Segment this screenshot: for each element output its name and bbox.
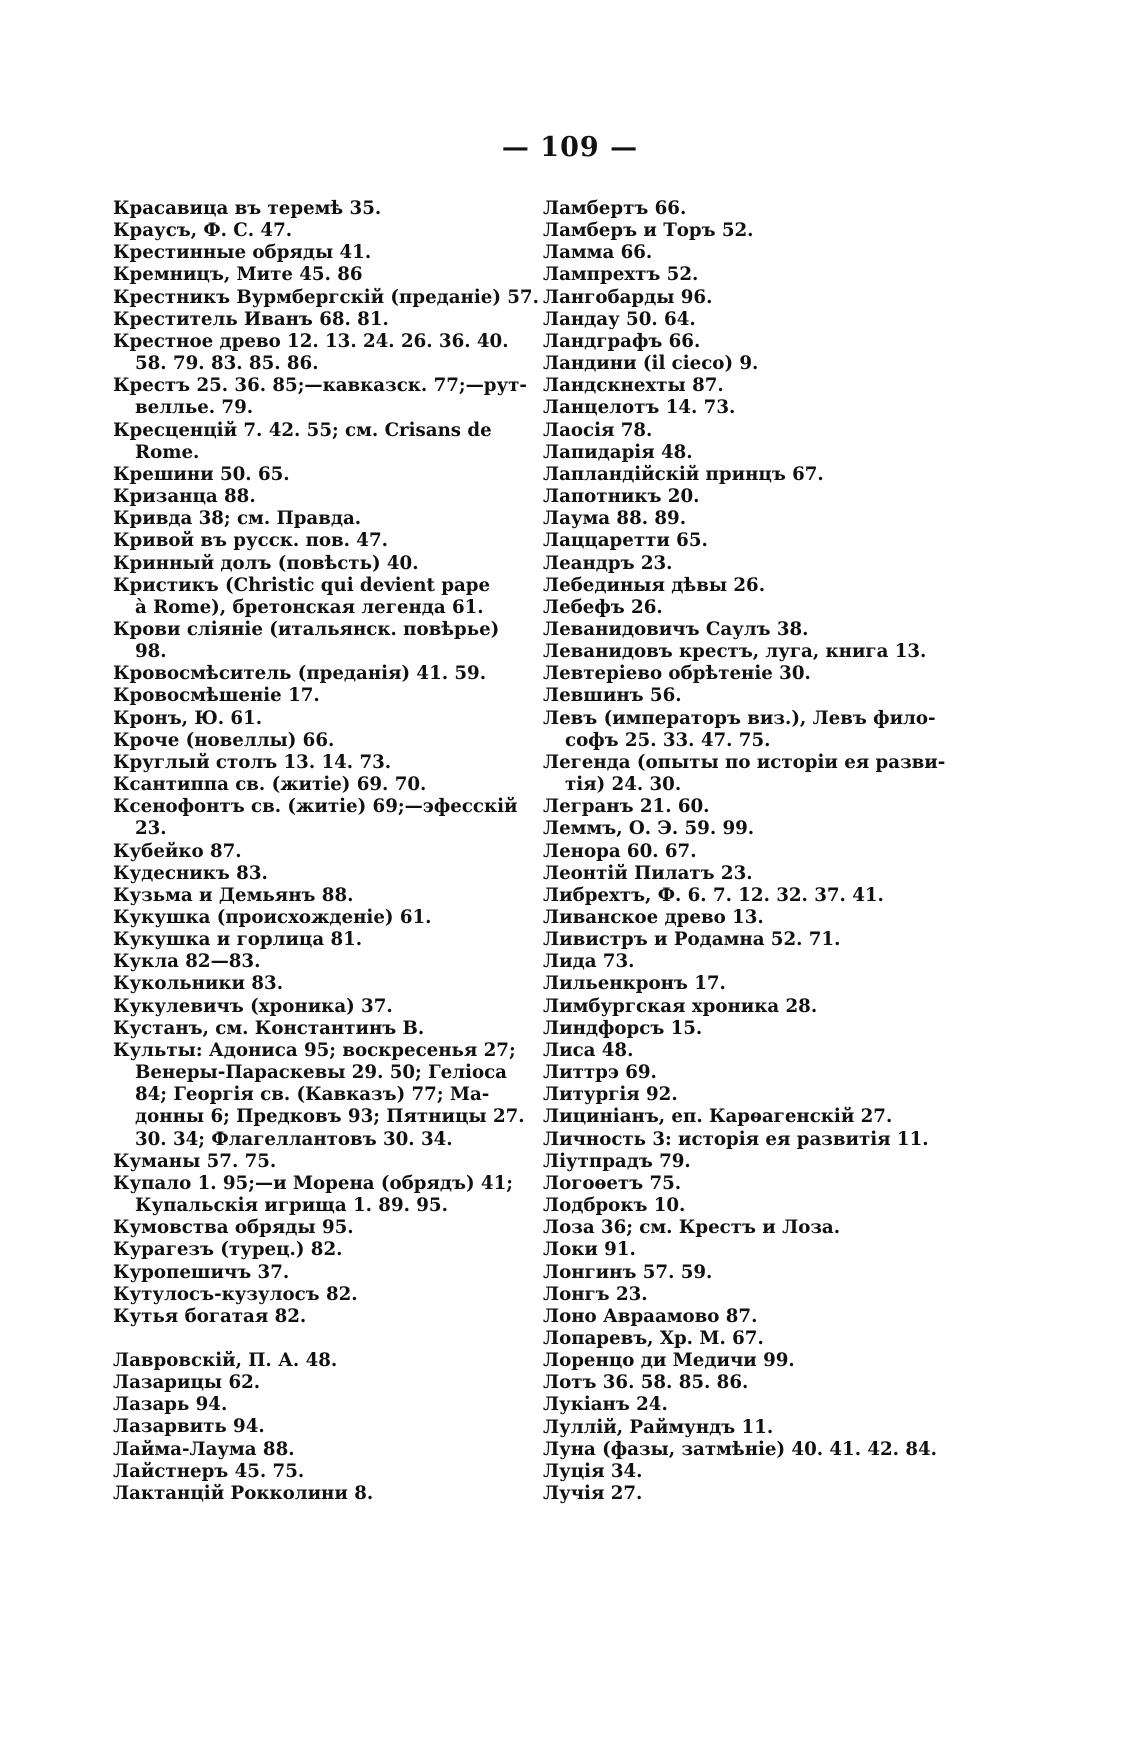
index-entry xyxy=(113,1284,513,1306)
index-entry-text: Кукушка и горлица 81. xyxy=(113,929,363,951)
index-entry-continuation: à Rome), бретонская легенда 61. xyxy=(135,596,484,618)
index-entry xyxy=(543,1262,953,1284)
index-entry xyxy=(113,1173,513,1217)
index-entry-text: Лампрехтъ 52. xyxy=(543,264,699,286)
index-entry-text: Кривда 38; см. Правда. xyxy=(113,508,362,530)
index-entry-text: Лоно Авраамово 87. xyxy=(543,1305,758,1327)
index-entry-text: Леванидовичъ Саулъ 38. xyxy=(543,618,809,640)
index-entry-text: Ламбертъ 66. xyxy=(543,198,687,219)
index-entry xyxy=(543,951,953,973)
index-entry-text: Лукіанъ 24. xyxy=(543,1394,668,1416)
index-entry xyxy=(113,1439,513,1461)
index-entry xyxy=(113,863,513,885)
index-entry-continuation: веллье. 79. xyxy=(135,397,254,419)
index-entry xyxy=(543,663,953,685)
index-entry xyxy=(113,331,513,375)
index-entry xyxy=(543,309,953,331)
index-entry-text: Кронъ, Ю. 61. xyxy=(113,707,263,729)
index-entry-text: Леванидовъ крестъ, луга, книга 13. xyxy=(543,641,927,663)
index-entry xyxy=(113,1350,513,1372)
index-entry-text: Легенда (опыты по исторіи ея разви- xyxy=(543,751,946,773)
index-entry xyxy=(543,420,953,442)
index-entry xyxy=(113,508,513,530)
index-entry-text: Левтеріево обрѣтеніе 30. xyxy=(543,663,811,685)
index-entry xyxy=(543,1239,953,1261)
index-entry xyxy=(543,486,953,508)
index-entry-text: Кубейко 87. xyxy=(113,840,242,862)
index-entry-text: Леммъ, О. Э. 59. 99. xyxy=(543,818,755,840)
index-entry-text: Купало 1. 95;—и Морена (обрядъ) 41; xyxy=(113,1172,513,1194)
index-entry xyxy=(543,530,953,552)
index-entry-text: Левшинъ 56. xyxy=(543,685,682,707)
index-entry-text: Кризанца 88. xyxy=(113,486,256,508)
index-entry-text: Кустанъ, см. Константинъ В. xyxy=(113,1017,425,1039)
index-entry xyxy=(113,1217,513,1239)
index-entry-text: Луція 34. xyxy=(543,1460,643,1482)
index-entry-text: Лазарь 94. xyxy=(113,1394,228,1416)
index-entry-continuation: донны 6; Предковъ 93; Пятницы 27. xyxy=(135,1106,525,1128)
index-entry xyxy=(113,663,513,685)
index-entry xyxy=(543,929,953,951)
index-entry xyxy=(543,1461,953,1483)
index-entry xyxy=(113,929,513,951)
index-entry xyxy=(543,863,953,885)
index-entry xyxy=(543,1040,953,1062)
index-entry-text: Лимбургская хроника 28. xyxy=(543,995,818,1017)
index-entry-text: Лида 73. xyxy=(543,951,635,973)
index-entry xyxy=(543,1439,953,1461)
index-entry xyxy=(543,553,953,575)
index-entry xyxy=(543,242,953,264)
index-entry-text: Кукулевичъ (хроника) 37. xyxy=(113,995,393,1017)
index-entry xyxy=(543,1129,953,1151)
index-entry-text: Лаосія 78. xyxy=(543,419,653,441)
index-entry-text: Круглый столъ 13. 14. 73. xyxy=(113,751,392,773)
index-entry xyxy=(543,220,953,242)
index-entry-continuation: 84; Георгія св. (Кавказъ) 77; Ма- xyxy=(135,1084,490,1106)
index-entry-text: Кривой въ русск. пов. 47. xyxy=(113,530,388,552)
index-entry-text: Луна (фазы, затмѣніе) 40. 41. 42. 84. xyxy=(543,1438,937,1460)
index-entry-continuation: 23. xyxy=(135,818,167,840)
index-entry xyxy=(543,1084,953,1106)
index-entry-text: Лодброкъ 10. xyxy=(543,1195,686,1217)
index-entry xyxy=(543,1328,953,1350)
index-entry-text: Ландграфъ 66. xyxy=(543,330,701,352)
index-entry-text: Лазарицы 62. xyxy=(113,1372,261,1394)
index-entry xyxy=(543,1372,953,1394)
index-entry-text: Крестъ 25. 36. 85;—кавказск. 77;—рут- xyxy=(113,375,527,397)
index-entry xyxy=(543,1195,953,1217)
index-entry xyxy=(113,242,513,264)
index-entry-text: Лактанцій Рокколини 8. xyxy=(113,1482,374,1504)
index-entry xyxy=(543,1417,953,1439)
index-entry-continuation: 98. xyxy=(135,641,167,663)
index-entry-text: Кузьма и Демьянъ 88. xyxy=(113,884,354,906)
index-entry xyxy=(543,1306,953,1328)
index-entry-text: Литтрэ 69. xyxy=(543,1062,657,1084)
index-entry-text: Красавица въ теремѣ 35. xyxy=(113,198,382,219)
index-entry-text: Курагезъ (турец.) 82. xyxy=(113,1239,343,1261)
index-entry-continuation: Купальскія игрища 1. 89. 95. xyxy=(135,1195,448,1217)
index-entry-text: Лопаревъ, Хр. М. 67. xyxy=(543,1327,764,1349)
index-entry-text: Крестное древо 12. 13. 24. 26. 36. 40. xyxy=(113,330,509,352)
index-entry xyxy=(113,1239,513,1261)
index-entry-text: Леандръ 23. xyxy=(543,552,673,574)
index-entry-text: Литургія 92. xyxy=(543,1084,678,1106)
index-entry-text: Кутья богатая 82. xyxy=(113,1305,307,1327)
index-entry-text: Лапотникъ 20. xyxy=(543,486,700,508)
index-entry-text: Либрехтъ, Ф. 6. 7. 12. 32. 37. 41. xyxy=(543,884,884,906)
index-entry-text: Лициніанъ, еп. Карѳагенскій 27. xyxy=(543,1106,893,1128)
index-entry xyxy=(543,1062,953,1084)
index-entry xyxy=(113,708,513,730)
index-entry-text: Лебефъ 26. xyxy=(543,596,663,618)
index-entry-text: Ліутпрадъ 79. xyxy=(543,1150,691,1172)
index-entry xyxy=(543,597,953,619)
index-entry-text: Лаццаретти 65. xyxy=(543,530,708,552)
index-entry-text: Лапландійскій принцъ 67. xyxy=(543,463,824,485)
index-entry-text: Ландау 50. 64. xyxy=(543,308,696,330)
index-entry-text: Ламма 66. xyxy=(543,242,653,264)
index-entry xyxy=(543,442,953,464)
index-entry xyxy=(543,841,953,863)
index-entry-text: Легранъ 21. 60. xyxy=(543,796,710,818)
index-entry-text: Кукольники 83. xyxy=(113,973,284,995)
index-entry xyxy=(113,1416,513,1438)
index-entry-text: Личность 3: исторія ея развитія 11. xyxy=(543,1128,929,1150)
index-entry-text: Крови сліяніе (итальянск. повѣрье) xyxy=(113,618,500,640)
index-entry-text: Лавровскій, П. А. 48. xyxy=(113,1349,338,1371)
index-entry xyxy=(543,1483,953,1505)
index-entry-text: Лучія 27. xyxy=(543,1483,643,1505)
index-entry-text: Лонгинъ 57. 59. xyxy=(543,1261,713,1283)
index-entry-text: Локи 91. xyxy=(543,1239,636,1261)
index-entry xyxy=(113,796,518,840)
index-entry-text: Ланцелотъ 14. 73. xyxy=(543,397,736,419)
index-entry-text: Линдфорсъ 15. xyxy=(543,1017,703,1039)
index-entry-text: Лебединыя дѣвы 26. xyxy=(543,574,766,596)
index-entry-text: Лазарвить 94. xyxy=(113,1416,265,1438)
index-entry xyxy=(113,264,513,286)
index-entry xyxy=(543,818,953,840)
index-entry xyxy=(543,1350,953,1372)
index-entry-continuation: 58. 79. 83. 85. 86. xyxy=(135,353,319,375)
index-entry-text: Кудесникъ 83. xyxy=(113,862,268,884)
index-entry-text: Лонгъ 23. xyxy=(543,1283,648,1305)
index-entry xyxy=(113,375,527,419)
index-entry xyxy=(113,1306,513,1328)
index-entry-continuation: Rome. xyxy=(135,441,200,463)
index-entry-text: Ландини (il cieco) 9. xyxy=(543,353,759,375)
index-entry xyxy=(113,309,513,331)
index-entry xyxy=(543,287,953,309)
index-entry-text: Лоренцо ди Медичи 99. xyxy=(543,1350,795,1372)
index-entry-text: Кукушка (происхожденіе) 61. xyxy=(113,907,432,928)
index-entry xyxy=(543,708,953,752)
index-entry xyxy=(543,885,953,907)
index-entry xyxy=(113,951,513,973)
index-entry xyxy=(113,1262,513,1284)
index-entry xyxy=(113,752,513,774)
index-entry xyxy=(543,331,953,353)
index-entry xyxy=(113,907,513,929)
index-entry xyxy=(543,464,953,486)
index-entry xyxy=(543,375,953,397)
index-entry xyxy=(543,1106,953,1128)
index-entry-text: Ливанское древо 13. xyxy=(543,907,764,928)
index-entry-text: Лоза 36; см. Крестъ и Лоза. xyxy=(543,1217,841,1239)
index-entry xyxy=(113,774,513,796)
index-entry xyxy=(113,685,513,707)
index-entry-text: Ливистръ и Родамна 52. 71. xyxy=(543,929,841,951)
index-entry xyxy=(543,619,953,641)
index-entry xyxy=(543,1018,953,1040)
index-entry-text: Куропешичъ 37. xyxy=(113,1261,290,1283)
index-entry-text: Ламберъ и Торъ 52. xyxy=(543,220,754,242)
index-entry-text: Кровосмѣситель (преданія) 41. 59. xyxy=(113,663,487,685)
index-entry-text: Кумовства обряды 95. xyxy=(113,1217,354,1239)
index-entry-text: Лильенкронъ 17. xyxy=(543,973,726,995)
letter-section-gap xyxy=(113,1328,513,1350)
index-entry xyxy=(543,796,953,818)
index-entry xyxy=(113,1039,525,1151)
index-entry-text: Куманы 57. 75. xyxy=(113,1150,277,1172)
index-entry xyxy=(543,575,953,597)
index-entry-text: Крестникъ Вурмбергскій (преданіе) 57. xyxy=(113,286,539,308)
index-entry xyxy=(113,973,513,995)
index-entry-text: Кресценцій 7. 42. 55; см. Crisans de xyxy=(113,419,492,441)
index-entry-text: Ксенофонтъ св. (житіе) 69;—эфесскій xyxy=(113,796,518,818)
index-entry-text: Лотъ 36. 58. 85. 86. xyxy=(543,1372,749,1394)
index-entry xyxy=(543,641,953,663)
index-entry xyxy=(113,464,513,486)
index-entry xyxy=(113,841,513,863)
index-entry xyxy=(113,553,513,575)
index-entry-continuation: тія) 24. 30. xyxy=(565,774,682,796)
index-entry-text: Краусъ, Ф. С. 47. xyxy=(113,220,293,242)
index-entry-text: Левъ (императоръ виз.), Левъ фило- xyxy=(543,707,936,729)
index-entry xyxy=(543,508,953,530)
index-entry xyxy=(543,973,953,995)
index-entry xyxy=(543,1173,953,1195)
index-entry xyxy=(113,420,513,464)
index-column-left xyxy=(113,198,539,1505)
index-entry xyxy=(113,885,513,907)
index-entry-text: Лайстнеръ 45. 75. xyxy=(113,1460,305,1482)
index-entry xyxy=(113,1018,513,1040)
index-entry xyxy=(543,264,953,286)
index-entry xyxy=(113,619,513,663)
index-entry xyxy=(113,286,539,309)
index-entry xyxy=(543,752,953,796)
index-entry xyxy=(113,1372,513,1394)
index-entry-continuation: Венеры-Параскевы 29. 50; Геліоса xyxy=(135,1062,507,1084)
index-entry xyxy=(543,1151,953,1173)
index-entry-text: Креститель Иванъ 68. 81. xyxy=(113,308,389,330)
index-entry-text: Кринный долъ (повѣсть) 40. xyxy=(113,552,419,574)
index-entry xyxy=(543,198,953,220)
index-entry xyxy=(113,996,513,1018)
index-entry-text: Лиса 48. xyxy=(543,1039,634,1061)
index-entry-text: Крестинные обряды 41. xyxy=(113,242,372,264)
index-entry-text: Логоѳетъ 75. xyxy=(543,1172,682,1194)
index-entry-text: Кровосмѣшеніе 17. xyxy=(113,685,320,707)
index-entry-text: Ландскнехты 87. xyxy=(543,375,724,397)
index-entry-text: Лаума 88. 89. xyxy=(543,508,687,530)
index-entry xyxy=(113,1151,513,1173)
index-entry-text: Крешини 50. 65. xyxy=(113,463,290,485)
index-entry xyxy=(543,685,953,707)
index-entry xyxy=(113,575,513,619)
index-entry xyxy=(543,353,953,375)
index-entry xyxy=(113,486,513,508)
index-entry xyxy=(113,1483,513,1505)
index-entry xyxy=(543,996,953,1018)
index-entry-text: Ксантиппа св. (житіе) 69. 70. xyxy=(113,774,427,796)
index-entry-continuation: 30. 34; Флагеллантовъ 30. 34. xyxy=(135,1128,453,1150)
index-entry xyxy=(543,1394,953,1416)
index-entry xyxy=(543,1284,953,1306)
index-entry xyxy=(113,730,513,752)
index-entry-text: Культы: Адониса 95; воскресенья 27; xyxy=(113,1039,516,1061)
index-entry xyxy=(113,1394,513,1416)
index-entry-text: Кремницъ, Мите 45. 86 xyxy=(113,264,363,286)
index-entry xyxy=(113,220,513,242)
index-entry-text: Лапидарія 48. xyxy=(543,441,693,463)
index-entry-text: Ленора 60. 67. xyxy=(543,840,697,862)
index-entry-text: Кукла 82—83. xyxy=(113,951,261,973)
index-entry xyxy=(543,907,953,929)
index-entry-text: Лайма-Лаума 88. xyxy=(113,1438,295,1460)
index-entry-text: Луллій, Раймундъ 11. xyxy=(543,1416,774,1438)
index-entry-continuation: софъ 25. 33. 47. 75. xyxy=(565,729,771,751)
page-number: — 109 — xyxy=(501,132,639,163)
index-column-right xyxy=(543,198,953,1505)
index-entry-text: Кристикъ (Christic qui devient pape xyxy=(113,574,491,596)
index-entry-text: Леонтій Пилатъ 23. xyxy=(543,862,753,884)
index-entry-text: Кутулосъ-кузулосъ 82. xyxy=(113,1283,358,1305)
index-entry xyxy=(113,530,513,552)
index-entry-text: Лангобарды 96. xyxy=(543,286,713,308)
index-entry xyxy=(113,1461,513,1483)
index-entry-text: Кроче (новеллы) 66. xyxy=(113,729,335,751)
index-entry xyxy=(543,397,953,419)
index-entry xyxy=(543,1217,953,1239)
index-entry xyxy=(113,198,513,220)
